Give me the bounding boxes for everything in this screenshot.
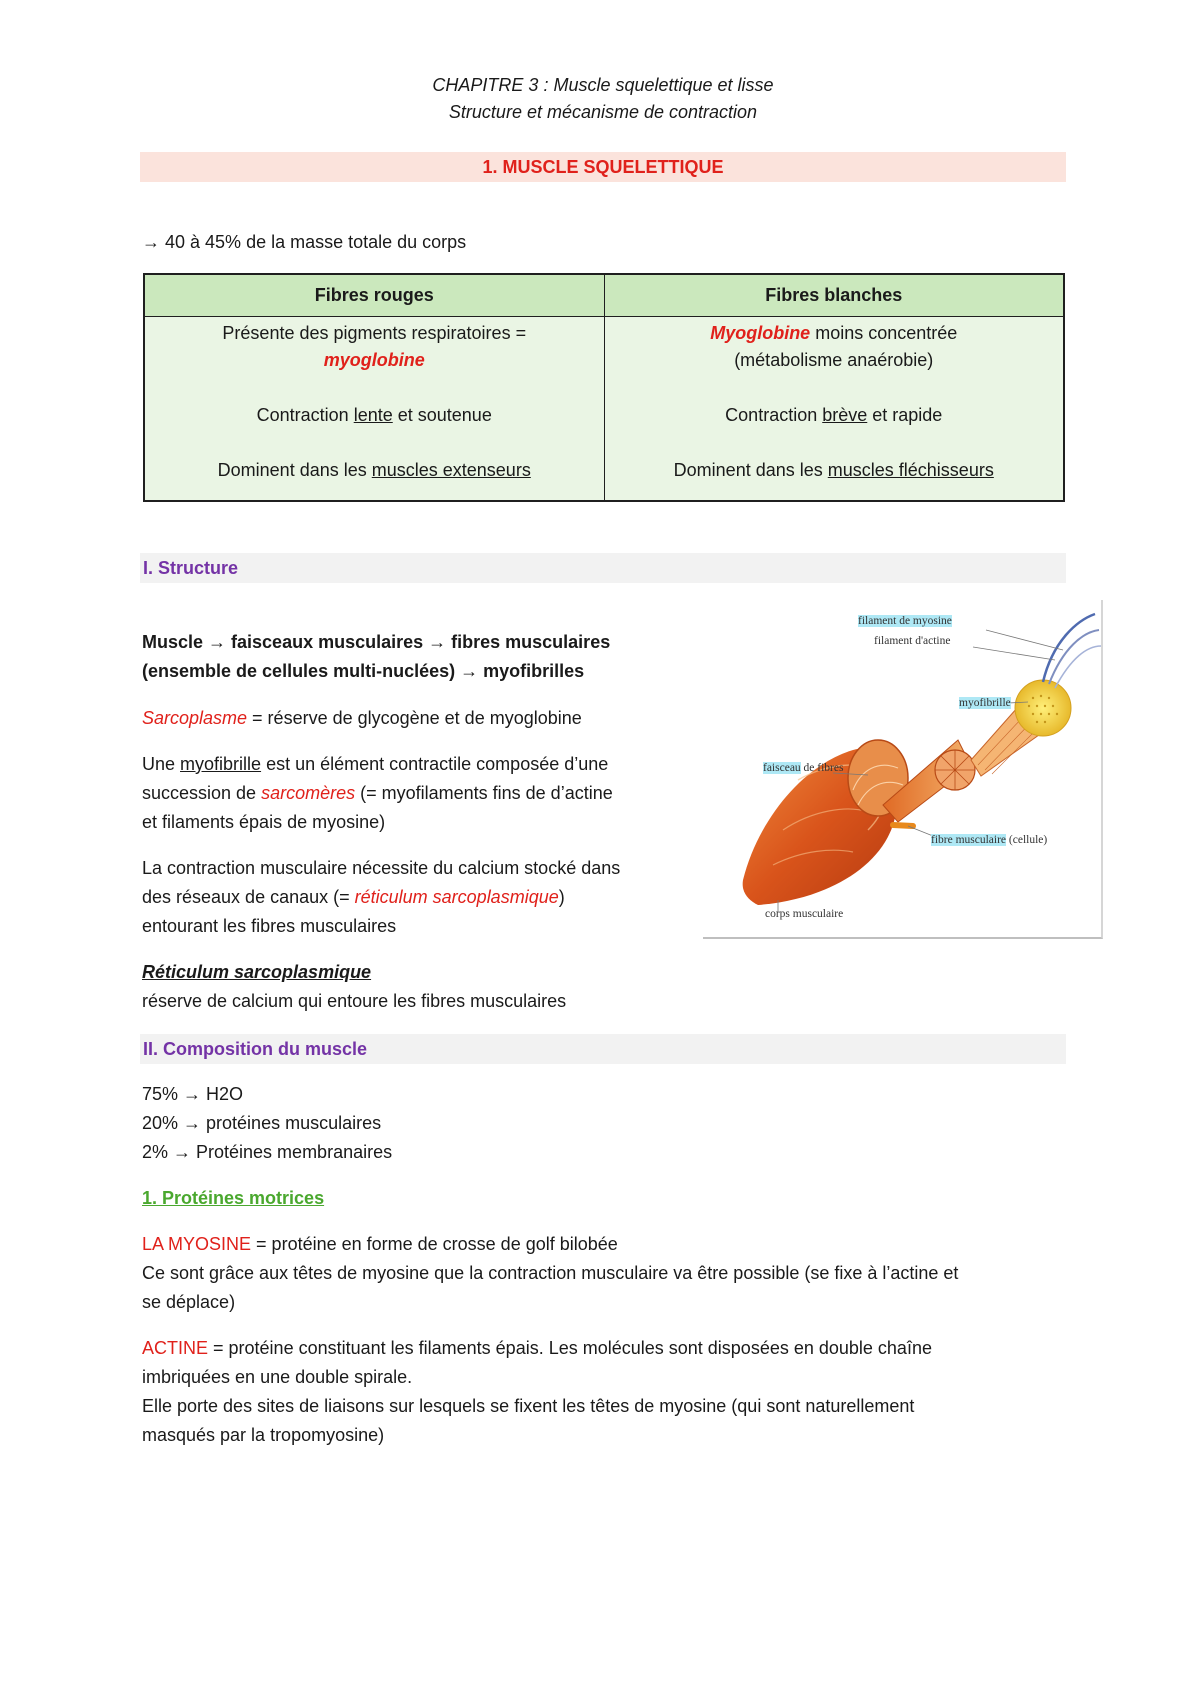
title-line-2: Structure et mécanisme de contraction bbox=[448, 102, 758, 122]
label-muscle-body: corps musculaire bbox=[765, 908, 844, 920]
myofibrille-line-3: et filaments épais de myosine) bbox=[142, 812, 386, 832]
myosine-line-1: LA MYOSINE = protéine en forme de crosse de golf bilobée bbox=[142, 1234, 618, 1254]
actin-filament bbox=[1049, 630, 1099, 684]
myofibrille-line-1: Une myofibrille est un élément contractile composée d’une bbox=[142, 754, 609, 774]
intro-line: → 40 à 45% de la masse totale du corps bbox=[142, 232, 467, 252]
red-contraction: Contraction lente et soutenue bbox=[256, 405, 492, 425]
red-pigments: Présente des pigments respiratoires = myoglobine bbox=[222, 323, 527, 370]
contraction-line-3: entourant les fibres musculaires bbox=[142, 916, 397, 936]
white-myoglobine: Myoglobine moins concentrée (métabolisme anaérobie) bbox=[710, 323, 958, 370]
reticulum-definition: réserve de calcium qui entoure les fibres musculaires bbox=[142, 991, 567, 1011]
cell-red-fibres bbox=[144, 317, 604, 502]
header-white-fibres: Fibres blanches bbox=[604, 274, 1064, 317]
actine-line-1: ACTINE = protéine constituant les filaments épais. Les molécules sont disposées en double chaîne bbox=[142, 1338, 932, 1358]
composition-item: 75% → H2O bbox=[142, 1084, 244, 1104]
white-dominance: Dominent dans les muscles fléchisseurs bbox=[673, 460, 994, 480]
contraction-line-2: des réseaux de canaux (= réticulum sarcoplasmique) bbox=[142, 887, 565, 907]
structure-hierarchy-line-2: (ensemble de cellules multi-nuclées) → myofibrilles bbox=[142, 661, 585, 681]
chapter-title bbox=[140, 72, 1066, 126]
white-contraction: Contraction brève et rapide bbox=[725, 405, 943, 425]
myosine-line-3: se déplace) bbox=[142, 1292, 236, 1312]
label-myosin-filament: filament de myosine bbox=[858, 615, 952, 627]
motor-proteins-heading: 1. Protéines motrices bbox=[142, 1188, 325, 1208]
section-composition-heading: II. Composition du muscle bbox=[140, 1034, 1066, 1064]
myoglobine-term: myoglobine bbox=[323, 350, 425, 370]
label-actin-filament: filament d'actine bbox=[874, 635, 951, 647]
composition-item: 2% → Protéines membranaires bbox=[142, 1142, 393, 1162]
cell-white-fibres bbox=[604, 317, 1064, 502]
muscle-structure-figure bbox=[703, 600, 1103, 939]
label-myofibril: myofibrille bbox=[959, 697, 1011, 709]
label-muscle-fiber: fibre musculaire (cellule) bbox=[931, 834, 1048, 846]
fibres-comparison-table bbox=[143, 273, 1065, 502]
sarcoplasme-line: Sarcoplasme = réserve de glycogène et de myoglobine bbox=[142, 708, 582, 728]
actine-line-4: masqués par la tropomyosine) bbox=[142, 1425, 385, 1445]
title-line-1: CHAPITRE 3 : Muscle squelettique et lisse bbox=[432, 75, 774, 95]
section-structure-heading: I. Structure bbox=[140, 553, 1066, 583]
contraction-line-1: La contraction musculaire nécessite du calcium stocké dans bbox=[142, 858, 621, 878]
single-fiber bbox=[893, 825, 913, 826]
red-dominance: Dominent dans les muscles extenseurs bbox=[217, 460, 531, 480]
myosine-line-2: Ce sont grâce aux têtes de myosine que la contraction musculaire va être possible (se fixe à l’actine et bbox=[142, 1263, 959, 1283]
header-red-fibres: Fibres rouges bbox=[144, 274, 604, 317]
myofibril-disc bbox=[1015, 680, 1071, 736]
composition-item: 20% → protéines musculaires bbox=[142, 1113, 382, 1133]
myofibrille-line-2: succession de sarcomères (= myofilaments fins de d’actine bbox=[142, 783, 613, 803]
structure-hierarchy-line-1: Muscle → faisceaux musculaires → fibres musculaires bbox=[142, 632, 611, 652]
actine-line-3: Elle porte des sites de liaisons sur lesquels se fixent les têtes de myosine (qui sont naturellement bbox=[142, 1396, 915, 1416]
actine-line-2: imbriquées en une double spirale. bbox=[142, 1367, 413, 1387]
reticulum-title: Réticulum sarcoplasmique bbox=[142, 962, 372, 982]
section-banner: 1. MUSCLE SQUELETTIQUE bbox=[140, 152, 1066, 182]
label-fascicle: faisceau de fibres bbox=[763, 762, 844, 774]
